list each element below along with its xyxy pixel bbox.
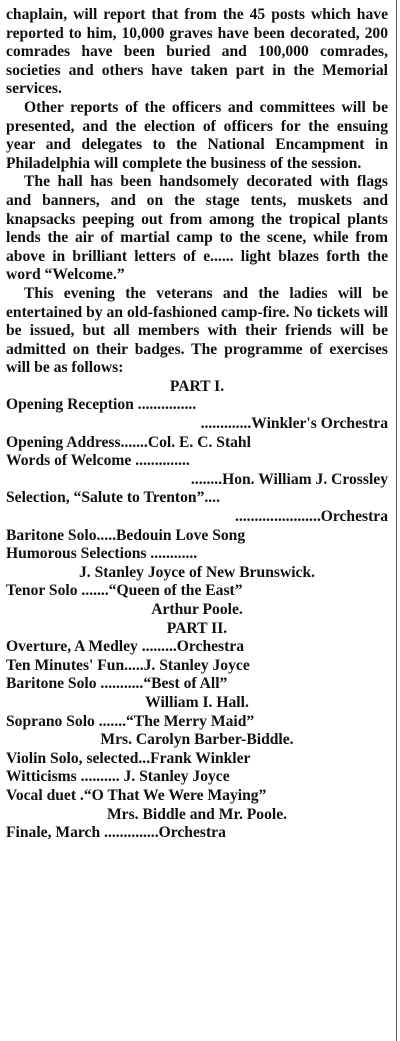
program-line: J. Stanley Joyce of New Brunswick. (78, 563, 316, 581)
program-line: Ten Minutes' Fun.....J. Stanley Joyce (6, 656, 250, 674)
program-part2-heading: PART II. (166, 619, 228, 637)
program-line: Violin Solo, selected...Frank Winkler (6, 749, 251, 767)
paragraph-hall-decoration: The hall has been handsomely decorated with flags and banners, and on the stage tents, muskets and knapsacks peeping out from among the tropical plants lends the air of martial camp to the scene, while from above in brilliant letters of e...... light blazes forth the word “Welcome.” (6, 173, 388, 284)
column-divider-rule (396, 0, 397, 1041)
article-column (6, 6, 388, 843)
program-line: ........Hon. William J. Crossley (190, 470, 388, 488)
program-list (6, 378, 388, 843)
program-line: Vocal duet .“O That We Were Maying” (6, 786, 267, 804)
program-line: Witticisms .......... J. Stanley Joyce (6, 768, 230, 786)
program-line: Overture, A Medley .........Orchestra (6, 638, 245, 656)
program-line: Opening Reception ............... (6, 396, 197, 414)
program-line: Finale, March ..............Orchestra (6, 824, 226, 842)
program-line: William I. Hall. (145, 693, 249, 711)
program-line: Soprano Solo .......“The Merry Maid” (6, 712, 255, 730)
paragraph-chaplain-report: chaplain, will report that from the 45 posts which have reported to him, 10,000 graves have been decorated, 200 comrades have been buried and 100,000 comrades, societies and others have taken part in the Memorial services. (6, 6, 388, 98)
program-line: Words of Welcome .............. (6, 452, 190, 470)
program-line: Opening Address.......Col. E. C. Stahl (6, 433, 251, 451)
program-line: Humorous Selections ............ (6, 545, 198, 563)
paragraph-evening-campfire: This evening the veterans and the ladies will be entertained by an old-fashioned camp-fire. No tickets will be issued, but all members with their friends will be admitted on their badges. The programme of exercises will be as follows: (6, 284, 388, 377)
program-line: ......................Orchestra (234, 508, 388, 526)
program-line: Selection, “Salute to Trenton”.... (6, 489, 220, 507)
program-line: Baritone Solo ...........“Best of All” (6, 675, 228, 693)
program-line: Mrs. Biddle and Mr. Poole. (106, 805, 288, 823)
program-line: .............Winkler's Orchestra (200, 415, 388, 433)
program-line: Baritone Solo.....Bedouin Love Song (6, 526, 246, 544)
program-line: Arthur Poole. (151, 601, 243, 618)
program-part1-heading: PART I. (169, 377, 225, 395)
paragraph-other-reports: Other reports of the officers and committees will be presented, and the election of officers for the ensuing year and delegates to the National Encampment in Philadelphia will complete the business of the session. (6, 98, 388, 172)
program-line: Tenor Solo .......“Queen of the East” (6, 582, 243, 600)
program-line: Mrs. Carolyn Barber-Biddle. (100, 731, 294, 749)
